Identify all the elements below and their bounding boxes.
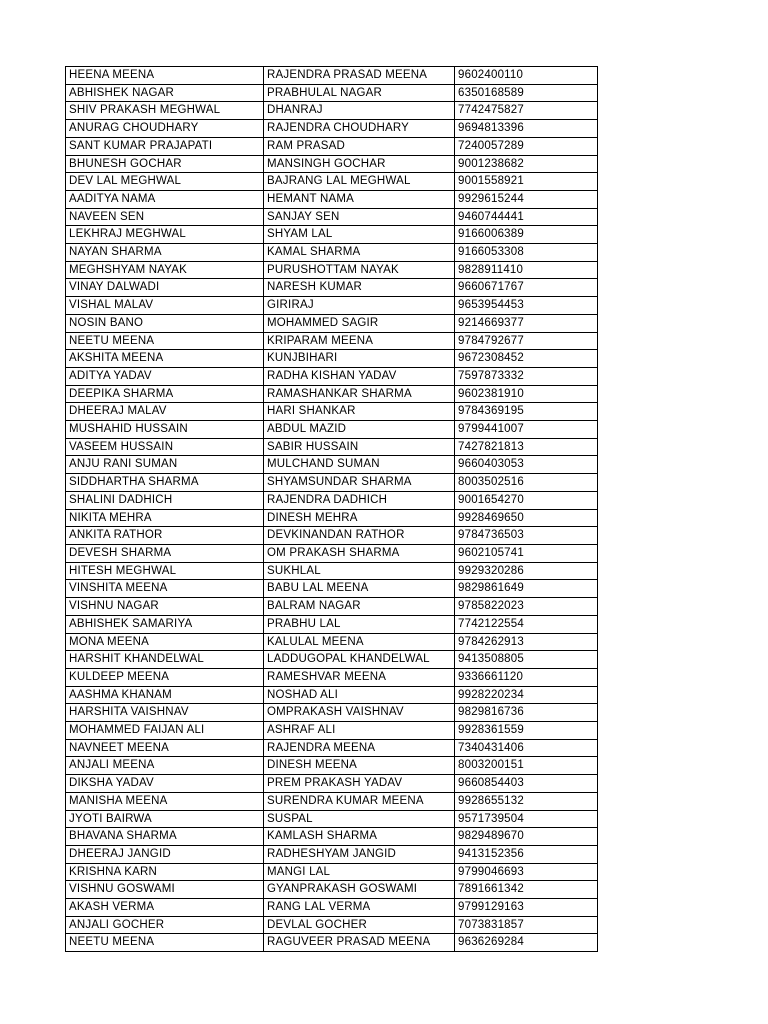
father-name-cell: DINESH MEHRA <box>264 509 455 527</box>
father-name-cell: RADHA KISHAN YADAV <box>264 367 455 385</box>
table-row <box>66 438 598 456</box>
table-row <box>66 456 598 474</box>
phone-number-cell: 7073831857 <box>455 916 598 934</box>
phone-number-cell: 9799046693 <box>455 863 598 881</box>
phone-number-cell: 9785822023 <box>455 598 598 616</box>
student-name-cell: ANKITA RATHOR <box>66 527 264 545</box>
father-name-cell: BABU LAL MEENA <box>264 580 455 598</box>
father-name-cell: RAGUVEER PRASAD MEENA <box>264 934 455 952</box>
table-row <box>66 509 598 527</box>
student-name-cell: SIDDHARTHA SHARMA <box>66 474 264 492</box>
student-name-cell: SANT KUMAR PRAJAPATI <box>66 137 264 155</box>
phone-number-cell: 9928361559 <box>455 722 598 740</box>
student-name-cell: DEV LAL MEGHWAL <box>66 173 264 191</box>
table-row <box>66 173 598 191</box>
phone-number-cell: 9799129163 <box>455 899 598 917</box>
student-name-cell: SHALINI DADHICH <box>66 491 264 509</box>
student-name-cell: VINAY DALWADI <box>66 279 264 297</box>
phone-number-cell: 9413152356 <box>455 845 598 863</box>
table-row <box>66 810 598 828</box>
student-name-cell: SHIV PRAKASH MEGHWAL <box>66 102 264 120</box>
phone-number-cell: 9602381910 <box>455 385 598 403</box>
student-name-cell: MUSHAHID HUSSAIN <box>66 421 264 439</box>
table-row <box>66 332 598 350</box>
table-row <box>66 916 598 934</box>
student-name-cell: AADITYA NAMA <box>66 190 264 208</box>
table-row <box>66 491 598 509</box>
phone-number-cell: 9660403053 <box>455 456 598 474</box>
student-name-cell: VISHAL MALAV <box>66 297 264 315</box>
phone-number-cell: 7427821813 <box>455 438 598 456</box>
phone-number-cell: 9660671767 <box>455 279 598 297</box>
father-name-cell: KALULAL MEENA <box>264 633 455 651</box>
student-name-cell: ANJALI GOCHER <box>66 916 264 934</box>
phone-number-cell: 7742475827 <box>455 102 598 120</box>
phone-number-cell: 8003502516 <box>455 474 598 492</box>
father-name-cell: RAMASHANKAR SHARMA <box>264 385 455 403</box>
student-name-cell: NAVEEN SEN <box>66 208 264 226</box>
phone-number-cell: 9828911410 <box>455 261 598 279</box>
father-name-cell: RAJENDRA CHOUDHARY <box>264 120 455 138</box>
phone-number-cell: 9829861649 <box>455 580 598 598</box>
table-row <box>66 261 598 279</box>
father-name-cell: LADDUGOPAL KHANDELWAL <box>264 651 455 669</box>
student-name-cell: HARSHITA VAISHNAV <box>66 704 264 722</box>
father-name-cell: SUKHLAL <box>264 562 455 580</box>
table-row <box>66 845 598 863</box>
father-name-cell: PREM PRAKASH YADAV <box>264 775 455 793</box>
phone-number-cell: 9001654270 <box>455 491 598 509</box>
phone-number-cell: 9784262913 <box>455 633 598 651</box>
father-name-cell: RAJENDRA DADHICH <box>264 491 455 509</box>
father-name-cell: PRABHU LAL <box>264 615 455 633</box>
father-name-cell: SUSPAL <box>264 810 455 828</box>
father-name-cell: DEVLAL GOCHER <box>264 916 455 934</box>
table-row <box>66 881 598 899</box>
student-table <box>65 66 598 952</box>
table-row <box>66 367 598 385</box>
father-name-cell: RADHESHYAM JANGID <box>264 845 455 863</box>
student-name-cell: ANURAG CHOUDHARY <box>66 120 264 138</box>
table-row <box>66 84 598 102</box>
table-row <box>66 739 598 757</box>
father-name-cell: HEMANT NAMA <box>264 190 455 208</box>
father-name-cell: OM PRAKASH SHARMA <box>264 544 455 562</box>
student-name-cell: ANJU RANI SUMAN <box>66 456 264 474</box>
father-name-cell: DHANRAJ <box>264 102 455 120</box>
student-name-cell: BHUNESH GOCHAR <box>66 155 264 173</box>
father-name-cell: SANJAY SEN <box>264 208 455 226</box>
student-name-cell: DHEERAJ MALAV <box>66 403 264 421</box>
father-name-cell: BAJRANG LAL MEGHWAL <box>264 173 455 191</box>
table-row <box>66 137 598 155</box>
phone-number-cell: 9672308452 <box>455 350 598 368</box>
phone-number-cell: 9694813396 <box>455 120 598 138</box>
table-row <box>66 598 598 616</box>
father-name-cell: NOSHAD ALI <box>264 686 455 704</box>
phone-number-cell: 9928220234 <box>455 686 598 704</box>
student-name-cell: VISHNU GOSWAMI <box>66 881 264 899</box>
father-name-cell: HARI SHANKAR <box>264 403 455 421</box>
phone-number-cell: 7240057289 <box>455 137 598 155</box>
table-row <box>66 279 598 297</box>
phone-number-cell: 9829489670 <box>455 828 598 846</box>
table-row <box>66 775 598 793</box>
table-row <box>66 190 598 208</box>
student-name-cell: KULDEEP MEENA <box>66 668 264 686</box>
phone-number-cell: 9214669377 <box>455 314 598 332</box>
table-row <box>66 792 598 810</box>
table-row <box>66 350 598 368</box>
table-row <box>66 244 598 262</box>
student-name-cell: MANISHA MEENA <box>66 792 264 810</box>
student-name-cell: MONA MEENA <box>66 633 264 651</box>
table-row <box>66 67 598 85</box>
student-name-cell: AASHMA KHANAM <box>66 686 264 704</box>
father-name-cell: RAJENDRA PRASAD MEENA <box>264 67 455 85</box>
table-row <box>66 208 598 226</box>
father-name-cell: SHYAM LAL <box>264 226 455 244</box>
student-name-cell: BHAVANA SHARMA <box>66 828 264 846</box>
table-row <box>66 934 598 952</box>
student-name-cell: DIKSHA YADAV <box>66 775 264 793</box>
table-row <box>66 686 598 704</box>
student-name-cell: NOSIN BANO <box>66 314 264 332</box>
table-row <box>66 651 598 669</box>
phone-number-cell: 9166053308 <box>455 244 598 262</box>
phone-number-cell: 9460744441 <box>455 208 598 226</box>
father-name-cell: RAM PRASAD <box>264 137 455 155</box>
father-name-cell: SHYAMSUNDAR SHARMA <box>264 474 455 492</box>
phone-number-cell: 9336661120 <box>455 668 598 686</box>
phone-number-cell: 9929320286 <box>455 562 598 580</box>
student-name-cell: AKASH VERMA <box>66 899 264 917</box>
phone-number-cell: 9929615244 <box>455 190 598 208</box>
phone-number-cell: 9928655132 <box>455 792 598 810</box>
student-name-cell: ANJALI MEENA <box>66 757 264 775</box>
father-name-cell: DINESH MEENA <box>264 757 455 775</box>
phone-number-cell: 9413508805 <box>455 651 598 669</box>
table-row <box>66 102 598 120</box>
phone-number-cell: 7742122554 <box>455 615 598 633</box>
student-name-cell: NEETU MEENA <box>66 934 264 952</box>
table-row <box>66 562 598 580</box>
phone-number-cell: 7597873332 <box>455 367 598 385</box>
phone-number-cell: 7891661342 <box>455 881 598 899</box>
phone-number-cell: 9636269284 <box>455 934 598 952</box>
student-name-cell: ABHISHEK NAGAR <box>66 84 264 102</box>
table-row <box>66 385 598 403</box>
table-row <box>66 899 598 917</box>
student-name-cell: NIKITA MEHRA <box>66 509 264 527</box>
father-name-cell: GYANPRAKASH GOSWAMI <box>264 881 455 899</box>
table-row <box>66 828 598 846</box>
father-name-cell: PRABHULAL NAGAR <box>264 84 455 102</box>
student-name-cell: DEEPIKA SHARMA <box>66 385 264 403</box>
phone-number-cell: 6350168589 <box>455 84 598 102</box>
phone-number-cell: 9602400110 <box>455 67 598 85</box>
student-name-cell: NAYAN SHARMA <box>66 244 264 262</box>
father-name-cell: NARESH KUMAR <box>264 279 455 297</box>
table-row <box>66 527 598 545</box>
table-row <box>66 155 598 173</box>
table-row <box>66 668 598 686</box>
table-row <box>66 615 598 633</box>
phone-number-cell: 9166006389 <box>455 226 598 244</box>
student-name-cell: NEETU MEENA <box>66 332 264 350</box>
student-name-cell: DHEERAJ JANGID <box>66 845 264 863</box>
table-row <box>66 580 598 598</box>
student-name-cell: NAVNEET MEENA <box>66 739 264 757</box>
table-row <box>66 314 598 332</box>
phone-number-cell: 7340431406 <box>455 739 598 757</box>
student-name-cell: ADITYA YADAV <box>66 367 264 385</box>
phone-number-cell: 9784792677 <box>455 332 598 350</box>
table-row <box>66 863 598 881</box>
father-name-cell: PURUSHOTTAM NAYAK <box>264 261 455 279</box>
father-name-cell: RAMESHVAR MEENA <box>264 668 455 686</box>
father-name-cell: MOHAMMED SAGIR <box>264 314 455 332</box>
student-name-cell: LEKHRAJ MEGHWAL <box>66 226 264 244</box>
father-name-cell: SURENDRA KUMAR MEENA <box>264 792 455 810</box>
father-name-cell: ASHRAF ALI <box>264 722 455 740</box>
phone-number-cell: 9928469650 <box>455 509 598 527</box>
father-name-cell: BALRAM NAGAR <box>264 598 455 616</box>
phone-number-cell: 8003200151 <box>455 757 598 775</box>
father-name-cell: KRIPARAM MEENA <box>264 332 455 350</box>
father-name-cell: RANG LAL VERMA <box>264 899 455 917</box>
table-row <box>66 633 598 651</box>
table-row <box>66 474 598 492</box>
table-row <box>66 120 598 138</box>
student-name-cell: JYOTI BAIRWA <box>66 810 264 828</box>
father-name-cell: DEVKINANDAN RATHOR <box>264 527 455 545</box>
table-row <box>66 297 598 315</box>
phone-number-cell: 9799441007 <box>455 421 598 439</box>
phone-number-cell: 9784369195 <box>455 403 598 421</box>
student-name-cell: ABHISHEK SAMARIYA <box>66 615 264 633</box>
student-name-cell: MEGHSHYAM NAYAK <box>66 261 264 279</box>
father-name-cell: GIRIRAJ <box>264 297 455 315</box>
student-name-cell: HEENA MEENA <box>66 67 264 85</box>
student-name-cell: DEVESH SHARMA <box>66 544 264 562</box>
student-name-cell: KRISHNA KARN <box>66 863 264 881</box>
table-row <box>66 757 598 775</box>
table-row <box>66 421 598 439</box>
student-name-cell: HITESH MEGHWAL <box>66 562 264 580</box>
father-name-cell: KAMLASH SHARMA <box>264 828 455 846</box>
phone-number-cell: 9660854403 <box>455 775 598 793</box>
student-name-cell: AKSHITA MEENA <box>66 350 264 368</box>
student-name-cell: VISHNU NAGAR <box>66 598 264 616</box>
father-name-cell: MULCHAND SUMAN <box>264 456 455 474</box>
father-name-cell: MANGI LAL <box>264 863 455 881</box>
student-name-cell: MOHAMMED FAIJAN ALI <box>66 722 264 740</box>
student-name-cell: VASEEM HUSSAIN <box>66 438 264 456</box>
phone-number-cell: 9829816736 <box>455 704 598 722</box>
table-row <box>66 704 598 722</box>
father-name-cell: KAMAL SHARMA <box>264 244 455 262</box>
father-name-cell: SABIR HUSSAIN <box>264 438 455 456</box>
father-name-cell: KUNJBIHARI <box>264 350 455 368</box>
table-body <box>66 67 598 952</box>
table-row <box>66 226 598 244</box>
phone-number-cell: 9784736503 <box>455 527 598 545</box>
table-row <box>66 403 598 421</box>
student-name-cell: VINSHITA MEENA <box>66 580 264 598</box>
phone-number-cell: 9001558921 <box>455 173 598 191</box>
father-name-cell: RAJENDRA MEENA <box>264 739 455 757</box>
father-name-cell: ABDUL MAZID <box>264 421 455 439</box>
phone-number-cell: 9001238682 <box>455 155 598 173</box>
father-name-cell: MANSINGH GOCHAR <box>264 155 455 173</box>
phone-number-cell: 9571739504 <box>455 810 598 828</box>
phone-number-cell: 9653954453 <box>455 297 598 315</box>
phone-number-cell: 9602105741 <box>455 544 598 562</box>
father-name-cell: OMPRAKASH VAISHNAV <box>264 704 455 722</box>
table-row <box>66 722 598 740</box>
student-name-cell: HARSHIT KHANDELWAL <box>66 651 264 669</box>
table-row <box>66 544 598 562</box>
